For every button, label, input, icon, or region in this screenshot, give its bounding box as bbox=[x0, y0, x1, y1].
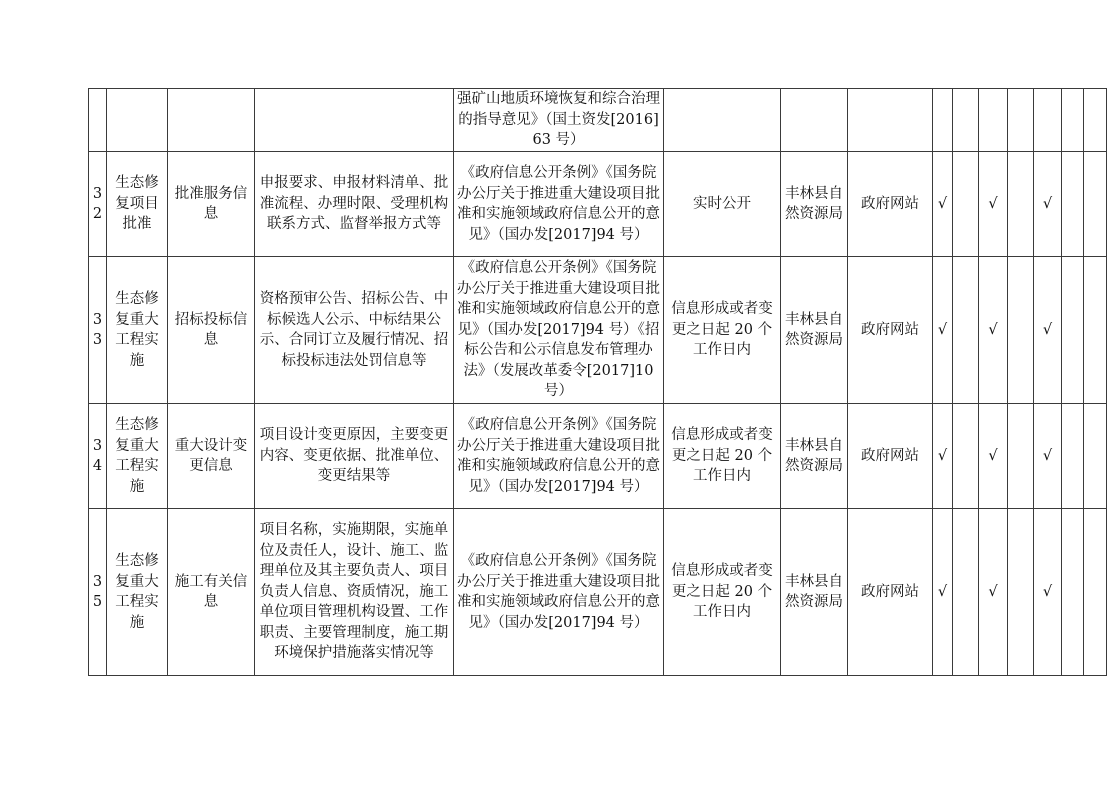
row-number bbox=[89, 89, 107, 152]
check-cell: √ bbox=[933, 257, 953, 404]
content-cell: 申报要求、申报材料清单、批准流程、办理时限、受理机构联系方式、监督举报方式等 bbox=[255, 152, 454, 257]
check-cell: √ bbox=[979, 152, 1008, 257]
time-limit-cell: 实时公开 bbox=[664, 152, 781, 257]
time-limit-cell: 信息形成或者变更之日起 20 个工作日内 bbox=[664, 404, 781, 509]
content-cell: 项目名称，实施期限，实施单位及责任人，设计、施工、监理单位及其主要负责人、项目负责人信息、资质情况，施工单位项目管理机构设置、工作职责、主要管理制度，施工期环境保护措施落实情况等 bbox=[255, 509, 454, 676]
category-cell: 生态修复项目批准 bbox=[107, 152, 168, 257]
channel-cell: 政府网站 bbox=[848, 257, 933, 404]
check-cell bbox=[953, 257, 979, 404]
check-cell: √ bbox=[979, 509, 1008, 676]
table-row bbox=[89, 509, 1107, 676]
check-cell bbox=[1008, 89, 1034, 152]
table-row bbox=[89, 89, 1107, 152]
check-cell bbox=[953, 404, 979, 509]
check-cell: √ bbox=[933, 509, 953, 676]
item-cell: 重大设计变更信息 bbox=[168, 404, 255, 509]
row-number: 34 bbox=[89, 404, 107, 509]
table-row bbox=[89, 152, 1107, 257]
check-cell: √ bbox=[1034, 509, 1062, 676]
category-cell bbox=[107, 89, 168, 152]
check-cell bbox=[1008, 404, 1034, 509]
check-cell bbox=[1034, 89, 1062, 152]
check-cell bbox=[1008, 509, 1034, 676]
check-cell: √ bbox=[979, 257, 1008, 404]
check-cell bbox=[1062, 89, 1084, 152]
row-number: 33 bbox=[89, 257, 107, 404]
check-cell bbox=[1062, 152, 1084, 257]
check-cell bbox=[979, 89, 1008, 152]
check-cell: √ bbox=[1034, 404, 1062, 509]
check-cell bbox=[1084, 404, 1107, 509]
check-cell: √ bbox=[979, 404, 1008, 509]
item-cell bbox=[168, 89, 255, 152]
time-limit-cell bbox=[664, 89, 781, 152]
table-row bbox=[89, 404, 1107, 509]
check-cell bbox=[953, 509, 979, 676]
category-cell: 生态修复重大工程实施 bbox=[107, 404, 168, 509]
item-cell: 招标投标信息 bbox=[168, 257, 255, 404]
check-cell bbox=[1008, 152, 1034, 257]
content-cell: 资格预审公告、招标公告、中标候选人公示、中标结果公示、合同订立及履行情况、招标投标违法处罚信息等 bbox=[255, 257, 454, 404]
check-cell bbox=[1084, 509, 1107, 676]
check-cell bbox=[953, 89, 979, 152]
channel-cell: 政府网站 bbox=[848, 509, 933, 676]
item-cell: 批准服务信息 bbox=[168, 152, 255, 257]
disclosure-table bbox=[88, 88, 1107, 676]
content-cell: 项目设计变更原因，主要变更内容、变更依据、批准单位、变更结果等 bbox=[255, 404, 454, 509]
check-cell: √ bbox=[933, 152, 953, 257]
category-cell: 生态修复重大工程实施 bbox=[107, 257, 168, 404]
basis-cell: 《政府信息公开条例》《国务院办公厅关于推进重大建设项目批准和实施领域政府信息公开的意见》（国办发[2017]94 号） bbox=[454, 509, 664, 676]
check-cell bbox=[1084, 257, 1107, 404]
check-cell bbox=[1062, 509, 1084, 676]
basis-cell: 《政府信息公开条例》《国务院办公厅关于推进重大建设项目批准和实施领域政府信息公开的意见》（国办发[2017]94 号） bbox=[454, 152, 664, 257]
subject-cell: 丰林县自然资源局 bbox=[781, 152, 848, 257]
check-cell: √ bbox=[933, 404, 953, 509]
category-cell: 生态修复重大工程实施 bbox=[107, 509, 168, 676]
channel-cell bbox=[848, 89, 933, 152]
check-cell bbox=[953, 152, 979, 257]
check-cell bbox=[933, 89, 953, 152]
check-cell bbox=[1062, 404, 1084, 509]
row-number: 35 bbox=[89, 509, 107, 676]
time-limit-cell: 信息形成或者变更之日起 20 个工作日内 bbox=[664, 257, 781, 404]
check-cell bbox=[1062, 257, 1084, 404]
basis-cell: 《政府信息公开条例》《国务院办公厅关于推进重大建设项目批准和实施领域政府信息公开的意见》（国办发[2017]94 号） bbox=[454, 404, 664, 509]
check-cell bbox=[1084, 152, 1107, 257]
time-limit-cell: 信息形成或者变更之日起 20 个工作日内 bbox=[664, 509, 781, 676]
channel-cell: 政府网站 bbox=[848, 152, 933, 257]
channel-cell: 政府网站 bbox=[848, 404, 933, 509]
content-cell bbox=[255, 89, 454, 152]
subject-cell: 丰林县自然资源局 bbox=[781, 509, 848, 676]
check-cell bbox=[1008, 257, 1034, 404]
item-cell: 施工有关信息 bbox=[168, 509, 255, 676]
check-cell: √ bbox=[1034, 257, 1062, 404]
check-cell: √ bbox=[1034, 152, 1062, 257]
row-number: 32 bbox=[89, 152, 107, 257]
basis-cell: 《政府信息公开条例》《国务院办公厅关于推进重大建设项目批准和实施领域政府信息公开的意见》（国办发[2017]94 号）《招标公告和公示信息发布管理办法》（发展改革委令[2017]10 号） bbox=[454, 257, 664, 404]
subject-cell bbox=[781, 89, 848, 152]
check-cell bbox=[1084, 89, 1107, 152]
subject-cell: 丰林县自然资源局 bbox=[781, 257, 848, 404]
table-row bbox=[89, 257, 1107, 404]
basis-cell: 强矿山地质环境恢复和综合治理的指导意见》（国土资发[2016]63 号） bbox=[454, 89, 664, 152]
subject-cell: 丰林县自然资源局 bbox=[781, 404, 848, 509]
